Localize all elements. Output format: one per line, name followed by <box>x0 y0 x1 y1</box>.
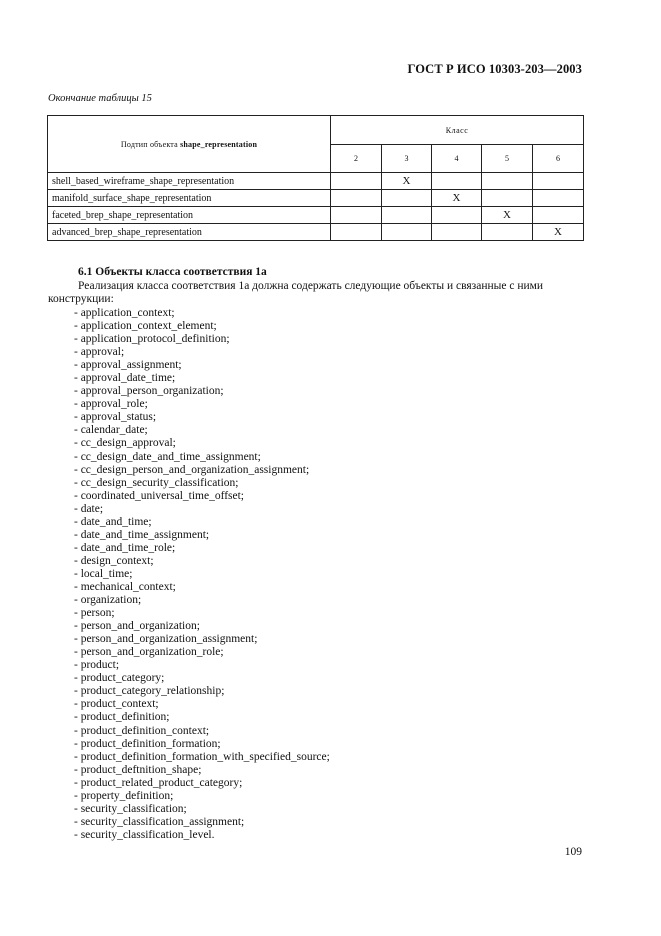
list-item: - application_protocol_definition; <box>74 333 230 346</box>
list-item: - coordinated_universal_time_offset; <box>74 489 245 502</box>
conformance-class-table <box>47 115 584 241</box>
class-mark: X <box>533 224 584 241</box>
table-row <box>48 224 584 241</box>
class-mark <box>331 224 382 241</box>
class-mark <box>382 190 432 207</box>
class-mark <box>533 173 584 190</box>
list-item: - approval; <box>74 346 125 359</box>
list-item: - product_category_relationship; <box>74 685 225 698</box>
class-mark: X <box>482 207 533 224</box>
list-item: - cc_design_date_and_time_assignment; <box>74 450 261 463</box>
list-item: - approval_status; <box>74 411 157 424</box>
list-item: - product_definition_formation; <box>74 737 221 750</box>
list-item: - person_and_organization_role; <box>74 646 224 659</box>
list-item: - product_definition_formation_with_specified_source; <box>74 750 330 763</box>
list-item: - product_definition_context; <box>74 724 210 737</box>
list-item: - property_definition; <box>74 789 174 802</box>
class-column-header: Класс <box>331 116 584 145</box>
list-item: - cc_design_security_classification; <box>74 476 239 489</box>
list-item: - product; <box>74 659 120 672</box>
table-row <box>48 190 584 207</box>
table-row <box>48 173 584 190</box>
class-mark <box>432 207 482 224</box>
class-mark <box>432 224 482 241</box>
list-item: - approval_assignment; <box>74 359 182 372</box>
list-item: - approval_person_organization; <box>74 385 224 398</box>
list-item: - date_and_time; <box>74 515 152 528</box>
list-item: - security_classification_level. <box>74 828 215 841</box>
list-item: - product_related_product_category; <box>74 776 243 789</box>
class-mark: X <box>432 190 482 207</box>
list-item: - person; <box>74 607 115 620</box>
list-item: - local_time; <box>74 567 133 580</box>
row-subtype-name: faceted_brep_shape_representation <box>48 207 331 224</box>
class-mark <box>533 207 584 224</box>
class-number-header: 5 <box>482 145 533 173</box>
class-mark <box>482 224 533 241</box>
list-item: - security_classification_assignment; <box>74 815 245 828</box>
list-item: - person_and_organization; <box>74 620 200 633</box>
list-item: - product_deftnition_shape; <box>74 763 202 776</box>
list-item: - approval_role; <box>74 398 148 411</box>
list-item: - person_and_organization_assignment; <box>74 633 258 646</box>
class-number-header: 6 <box>533 145 584 173</box>
class-mark <box>331 207 382 224</box>
table-caption: Окончание таблицы 15 <box>48 93 152 104</box>
list-item: - date_and_time_role; <box>74 541 176 554</box>
list-item: - date; <box>74 502 104 515</box>
row-subtype-name: shell_based_wireframe_shape_representation <box>48 173 331 190</box>
list-item: - product_definition; <box>74 711 170 724</box>
class-number-header: 3 <box>382 145 432 173</box>
class-number-header: 2 <box>331 145 382 173</box>
list-item: - security_classification; <box>74 802 187 815</box>
class-mark <box>482 173 533 190</box>
list-item: - approval_date_time; <box>74 372 176 385</box>
class-mark <box>382 224 432 241</box>
object-list <box>74 307 330 842</box>
class-number-header: 4 <box>432 145 482 173</box>
row-subtype-name: manifold_surface_shape_representation <box>48 190 331 207</box>
list-item: - date_and_time_assignment; <box>74 528 210 541</box>
class-mark <box>482 190 533 207</box>
list-item: - product_context; <box>74 698 159 711</box>
list-item: - cc_design_approval; <box>74 437 176 450</box>
class-mark <box>331 190 382 207</box>
list-item: - application_context; <box>74 307 175 319</box>
list-item: - design_context; <box>74 554 154 567</box>
class-mark <box>382 207 432 224</box>
section-heading: 6.1 Объекты класса соответствия 1а <box>78 266 267 278</box>
standard-title: ГОСТ Р ИСО 10303-203—2003 <box>407 62 582 76</box>
table-row <box>48 207 584 224</box>
list-item: - product_category; <box>74 672 165 685</box>
list-item: - cc_design_person_and_organization_assignment; <box>74 463 310 476</box>
class-mark <box>533 190 584 207</box>
page-number: 109 <box>564 846 582 858</box>
list-item: - calendar_date; <box>74 424 148 437</box>
list-item: - application_context_element; <box>74 320 217 333</box>
class-mark: X <box>382 173 432 190</box>
list-item: - organization; <box>74 594 142 607</box>
section-intro: Реализация класса соответствия 1а должна содержать следующие объекты и связанные с ними конструкции: <box>48 280 544 305</box>
row-subtype-name: advanced_brep_shape_representation <box>48 224 331 241</box>
class-mark <box>331 173 382 190</box>
subtype-header-bold: shape_representation <box>180 139 258 149</box>
class-mark <box>432 173 482 190</box>
subtype-column-header <box>48 116 331 173</box>
list-item: - mechanical_context; <box>74 580 176 593</box>
subtype-header-prefix: Подтип объекта <box>120 139 181 149</box>
